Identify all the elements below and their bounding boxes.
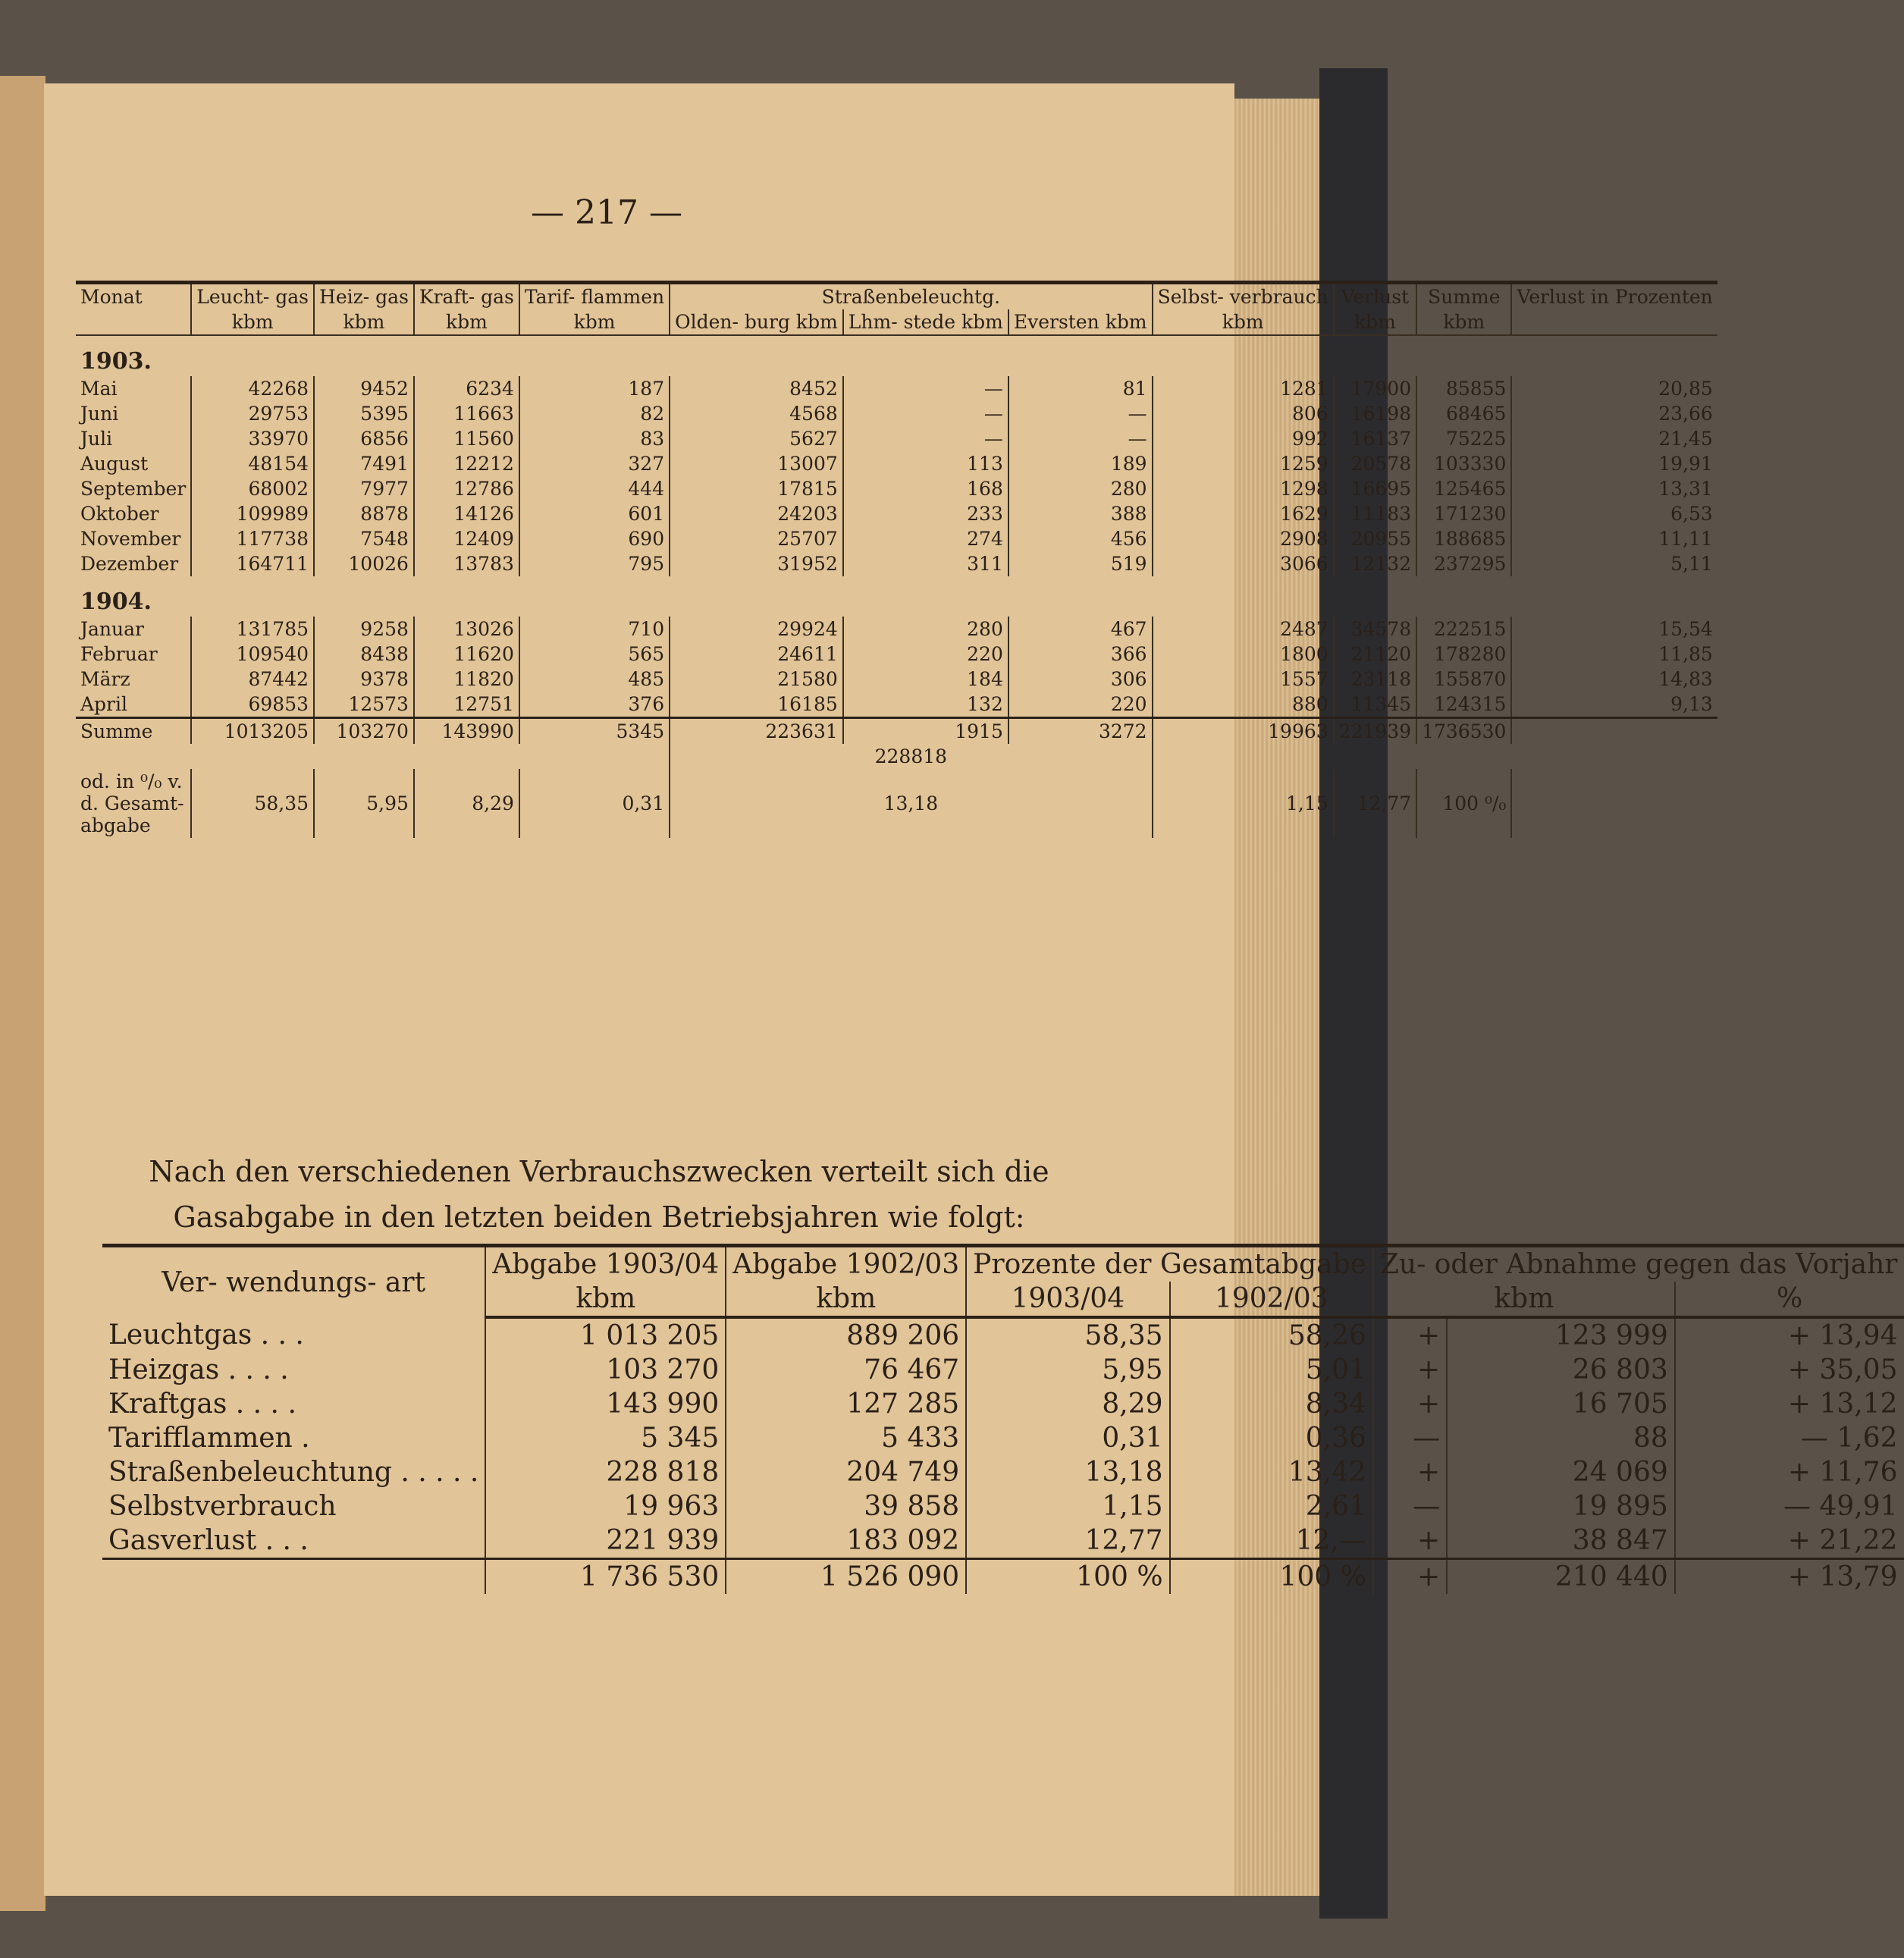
table-cell: 237295 xyxy=(1416,551,1511,576)
table-cell: 15,54 xyxy=(1658,618,1713,640)
table-cell: 23118 xyxy=(1334,667,1416,692)
table-cell: 14,83 xyxy=(1658,668,1713,690)
table-row xyxy=(102,1353,1904,1387)
table-cell: — xyxy=(1373,1489,1447,1523)
table-cell: 221 939 xyxy=(485,1523,726,1559)
table-cell: 33970 xyxy=(191,426,314,451)
table-cell: + xyxy=(1373,1317,1447,1353)
table-row xyxy=(102,1387,1904,1421)
table-row xyxy=(76,401,1717,426)
table-cell: 168 xyxy=(843,476,1008,501)
table-cell: 11620 xyxy=(414,642,519,667)
table-cell: 20,85 xyxy=(1658,378,1713,400)
table-cell: 710 xyxy=(519,617,670,642)
unit-label: kbm xyxy=(1416,309,1511,335)
table-cell: 16198 xyxy=(1334,401,1416,426)
table-cell: 12409 xyxy=(414,526,519,551)
table-cell: 9378 xyxy=(314,667,414,692)
table-cell: — 1,62 xyxy=(1800,1423,1898,1454)
table-cell: 69853 xyxy=(191,692,314,718)
unit-label: kbm xyxy=(414,309,519,335)
unit-label xyxy=(1511,309,1717,335)
table-cell: 109989 xyxy=(191,501,314,526)
table-cell: 171230 xyxy=(1416,501,1511,526)
table-cell: 1,15 xyxy=(966,1489,1169,1523)
table-cell: 13007 xyxy=(670,451,843,476)
table-cell: 889 206 xyxy=(726,1317,966,1353)
table-cell: Mai xyxy=(76,376,191,401)
table-cell: 210 440 xyxy=(1447,1559,1675,1595)
table-cell: Oktober xyxy=(76,501,191,526)
unit-label: kbm xyxy=(519,309,670,335)
table-cell: Januar xyxy=(76,617,191,642)
table-cell: 5 345 xyxy=(485,1421,726,1455)
table-cell: 13,18 xyxy=(966,1455,1169,1489)
street-total: 228818 xyxy=(670,744,1152,769)
table-row xyxy=(76,718,1717,745)
table-cell: 12786 xyxy=(414,476,519,501)
column-header: Abgabe 1903/04 xyxy=(485,1246,726,1282)
table-cell: + xyxy=(1373,1455,1447,1489)
street-total-row xyxy=(76,744,1717,769)
table-cell: 16185 xyxy=(670,692,843,718)
table-cell: 87442 xyxy=(191,667,314,692)
unit-label: kbm xyxy=(1153,309,1334,335)
table-cell: 2908 xyxy=(1153,526,1334,551)
table-cell: 4568 xyxy=(670,401,843,426)
table-cell: 5,95 xyxy=(966,1353,1169,1387)
table-cell: 82 xyxy=(519,401,670,426)
table-cell: 388 xyxy=(1008,501,1153,526)
table-cell: 376 xyxy=(519,692,670,718)
table-cell: 519 xyxy=(1008,551,1153,576)
table-cell: 23,66 xyxy=(1658,403,1713,425)
table-cell: + 13,79 xyxy=(1675,1559,1904,1595)
table-cell: 184 xyxy=(843,667,1008,692)
table-cell: 19,91 xyxy=(1658,453,1713,475)
table-cell: 10026 xyxy=(314,551,414,576)
table-cell: 143 990 xyxy=(485,1387,726,1421)
table-cell: 19 895 xyxy=(1447,1489,1675,1523)
table-cell: November xyxy=(76,526,191,551)
column-header: Monat xyxy=(76,283,191,310)
year-label: 1904. xyxy=(80,588,152,615)
table-cell: 19 963 xyxy=(485,1489,726,1523)
table-cell xyxy=(1153,744,1717,769)
table-cell: Selbstverbrauch xyxy=(102,1489,485,1523)
table-cell: 109540 xyxy=(191,642,314,667)
table-cell: 24611 xyxy=(670,642,843,667)
table-cell: 8,29 xyxy=(414,769,519,838)
column-header: Verlust in Prozenten xyxy=(1511,283,1717,310)
table-cell: 880 xyxy=(1153,692,1334,718)
monthly-gas-table xyxy=(76,281,1717,838)
table-cell: 48154 xyxy=(191,451,314,476)
table-cell: 1 526 090 xyxy=(726,1559,966,1595)
table-row xyxy=(76,501,1717,526)
table-cell: 6234 xyxy=(414,376,519,401)
table-cell: 8878 xyxy=(314,501,414,526)
table-cell: 1 736 530 xyxy=(485,1559,726,1595)
table-cell: 6856 xyxy=(314,426,414,451)
table-cell: 68465 xyxy=(1416,401,1511,426)
table-cell: 467 xyxy=(1008,617,1153,642)
table-cell: 1629 xyxy=(1153,501,1334,526)
table-cell: 21,45 xyxy=(1658,428,1713,450)
table-cell: 14126 xyxy=(414,501,519,526)
table-cell: 1557 xyxy=(1153,667,1334,692)
left-page-edge xyxy=(0,76,45,1911)
table-cell: + 35,05 xyxy=(1787,1354,1898,1385)
table-cell: + xyxy=(1373,1387,1447,1421)
table-cell: 155870 xyxy=(1416,667,1511,692)
table-cell: 125465 xyxy=(1416,476,1511,501)
table-cell: + 21,22 xyxy=(1787,1525,1898,1556)
unit-label: kbm xyxy=(314,309,414,335)
table-cell: Leuchtgas . . . xyxy=(102,1317,485,1353)
table-cell: 1 013 205 xyxy=(485,1317,726,1353)
column-header: Tarif- flammen xyxy=(519,283,670,310)
column-header: Ver- wendungs- art xyxy=(102,1246,485,1318)
table-cell: — xyxy=(1008,401,1153,426)
unit-label: kbm xyxy=(191,309,314,335)
table-cell: 220 xyxy=(1008,692,1153,718)
column-header: Lhm- stede kbm xyxy=(843,309,1008,335)
table-cell xyxy=(76,744,670,769)
table-cell: 274 xyxy=(843,526,1008,551)
column-header: Olden- burg kbm xyxy=(670,309,843,335)
table-cell: 83 xyxy=(519,426,670,451)
table-cell: 223631 xyxy=(670,718,843,745)
table-cell: März xyxy=(76,667,191,692)
table-cell: Tarifflammen . xyxy=(102,1421,485,1455)
table-cell: 220 xyxy=(843,642,1008,667)
total-row xyxy=(102,1559,1904,1595)
table-cell: 306 xyxy=(1008,667,1153,692)
table-row xyxy=(102,1523,1904,1559)
table-cell xyxy=(1511,718,1717,745)
percent-row xyxy=(76,769,1717,838)
table-cell: 2,61 xyxy=(1170,1489,1373,1523)
table-cell: 42268 xyxy=(191,376,314,401)
table-cell: 222515 xyxy=(1416,617,1511,642)
table-cell: 12751 xyxy=(414,692,519,718)
table-cell: 178280 xyxy=(1416,642,1511,667)
table-cell: 1800 xyxy=(1153,642,1334,667)
table-cell: 12212 xyxy=(414,451,519,476)
table-cell: 31952 xyxy=(670,551,843,576)
table-cell: 127 285 xyxy=(726,1387,966,1421)
table-cell: 17900 xyxy=(1334,376,1416,401)
table-cell: 12132 xyxy=(1334,551,1416,576)
table-cell: + xyxy=(1373,1559,1447,1595)
page-number: — 217 — xyxy=(531,193,682,232)
table-cell: 131785 xyxy=(191,617,314,642)
table-cell: 456 xyxy=(1008,526,1153,551)
table-cell: 17815 xyxy=(670,476,843,501)
table-cell: 7548 xyxy=(314,526,414,551)
table-cell: — xyxy=(1373,1421,1447,1455)
table-cell: 11,85 xyxy=(1658,643,1713,665)
column-header: Abgabe 1902/03 xyxy=(726,1246,966,1282)
table-cell: 280 xyxy=(843,617,1008,642)
table-row xyxy=(102,1455,1904,1489)
column-header: Summe xyxy=(1416,283,1511,310)
table-cell: 20578 xyxy=(1334,451,1416,476)
table-cell: 88 xyxy=(1447,1421,1675,1455)
table-cell: 58,35 xyxy=(966,1317,1169,1353)
table-cell: 21580 xyxy=(670,667,843,692)
table-cell: 444 xyxy=(519,476,670,501)
table-cell: 565 xyxy=(519,642,670,667)
table-cell: 25707 xyxy=(670,526,843,551)
table-cell: 58,35 xyxy=(191,769,314,838)
table-cell: 1013205 xyxy=(191,718,314,745)
table-cell: 12,77 xyxy=(1334,769,1416,838)
table-cell: 34578 xyxy=(1334,617,1416,642)
table-cell: 58,26 xyxy=(1170,1317,1373,1353)
table-cell: 992 xyxy=(1153,426,1334,451)
table-cell: 5 433 xyxy=(726,1421,966,1455)
table-cell: 11820 xyxy=(414,667,519,692)
table-cell: 21120 xyxy=(1334,642,1416,667)
table-cell: 311 xyxy=(843,551,1008,576)
table-cell: 9258 xyxy=(314,617,414,642)
table-cell: 188685 xyxy=(1416,526,1511,551)
table-cell: + 11,76 xyxy=(1787,1457,1898,1488)
table-cell: 9452 xyxy=(314,376,414,401)
unit-label: kbm xyxy=(1334,309,1416,335)
table-cell: + 13,12 xyxy=(1787,1388,1898,1420)
table-cell: 5,11 xyxy=(1670,553,1713,575)
table-cell: 11,11 xyxy=(1658,528,1713,550)
table-row xyxy=(76,692,1717,718)
table-row xyxy=(76,642,1717,667)
column-header: Prozente der Gesamtabgabe xyxy=(966,1246,1373,1282)
table-cell: 39 858 xyxy=(726,1489,966,1523)
table-cell: 806 xyxy=(1153,401,1334,426)
table-cell: 8438 xyxy=(314,642,414,667)
table-cell: Straßenbeleuchtung . . . . . xyxy=(102,1455,485,1489)
table-cell: 103 270 xyxy=(485,1353,726,1387)
table-cell: 7491 xyxy=(314,451,414,476)
table-cell: 19963 xyxy=(1153,718,1334,745)
table-cell: 3066 xyxy=(1153,551,1334,576)
table-cell: + 13,94 xyxy=(1787,1320,1898,1351)
table-cell xyxy=(102,1559,485,1595)
table-cell: 85855 xyxy=(1416,376,1511,401)
table-cell: 113 xyxy=(843,451,1008,476)
year-row xyxy=(76,335,1717,376)
table-cell: 123 999 xyxy=(1447,1317,1675,1353)
table-cell: 6,53 xyxy=(1670,503,1713,525)
table-cell: 12,— xyxy=(1170,1523,1373,1559)
table-cell: August xyxy=(76,451,191,476)
table-cell: 0,36 xyxy=(1170,1421,1373,1455)
table-cell: 327 xyxy=(519,451,670,476)
column-header: Zu- oder Abnahme gegen das Vorjahr xyxy=(1373,1246,1904,1282)
table-cell: 20955 xyxy=(1334,526,1416,551)
table-cell: 12,77 xyxy=(966,1523,1169,1559)
table-row xyxy=(102,1317,1904,1353)
paragraph: Nach den verschiedenen Verbrauchszwecken verteilt sich die Gasabgabe in den letzten beiden Betriebsjahren wie folgt: xyxy=(149,1155,1049,1234)
table-cell: 13783 xyxy=(414,551,519,576)
unit-label: kbm xyxy=(726,1282,966,1317)
table-cell: 81 xyxy=(1008,376,1153,401)
table-cell: 9,13 xyxy=(1670,693,1713,715)
unit-label xyxy=(76,309,191,335)
table-cell: 366 xyxy=(1008,642,1153,667)
table-cell: 5,95 xyxy=(314,769,414,838)
table-cell: Summe xyxy=(76,718,191,745)
table-cell: 8452 xyxy=(670,376,843,401)
table-cell: 100 ⁰/₀ xyxy=(1416,769,1511,838)
table-cell: 100 % xyxy=(966,1559,1169,1595)
table-cell: — xyxy=(843,426,1008,451)
table-cell: 221939 xyxy=(1334,718,1416,745)
column-header: Eversten kbm xyxy=(1008,309,1153,335)
table-cell: 1915 xyxy=(843,718,1008,745)
table-cell: 0,31 xyxy=(519,769,670,838)
group-header: Straßenbeleuchtg. xyxy=(670,283,1152,310)
table-row xyxy=(102,1489,1904,1523)
table-row xyxy=(76,617,1717,642)
table-cell: 11560 xyxy=(414,426,519,451)
table-cell: 117738 xyxy=(191,526,314,551)
table-cell: 103330 xyxy=(1416,451,1511,476)
table-cell: 1736530 xyxy=(1416,718,1511,745)
year-row xyxy=(76,576,1717,617)
table-cell: 13,42 xyxy=(1170,1455,1373,1489)
column-header: Leucht- gas xyxy=(191,283,314,310)
table-cell: — 49,91 xyxy=(1783,1491,1898,1522)
table-cell: 1281 xyxy=(1153,376,1334,401)
table-cell: 12573 xyxy=(314,692,414,718)
table-cell: 26 803 xyxy=(1447,1353,1675,1387)
table-row xyxy=(76,476,1717,501)
table-cell: Heizgas . . . . xyxy=(102,1353,485,1387)
column-header: Kraft- gas xyxy=(414,283,519,310)
table-cell: 13,18 xyxy=(670,769,1152,838)
table-cell: 3272 xyxy=(1008,718,1153,745)
unit-label: kbm xyxy=(485,1282,726,1317)
table-cell: 76 467 xyxy=(726,1353,966,1387)
table-cell: Februar xyxy=(76,642,191,667)
table-cell: 13,31 xyxy=(1658,478,1713,500)
table-cell: Gasverlust . . . xyxy=(102,1523,485,1559)
table-row xyxy=(76,551,1717,576)
table-cell: Dezember xyxy=(76,551,191,576)
table-cell: 38 847 xyxy=(1447,1523,1675,1559)
table-cell: 11345 xyxy=(1334,692,1416,718)
table-cell: 233 xyxy=(843,501,1008,526)
table-cell: 187 xyxy=(519,376,670,401)
table-cell: Juli xyxy=(76,426,191,451)
table-cell: 280 xyxy=(1008,476,1153,501)
table-cell: 24 069 xyxy=(1447,1455,1675,1489)
table-cell: 228 818 xyxy=(485,1455,726,1489)
table-cell: 1298 xyxy=(1153,476,1334,501)
table-cell: 5345 xyxy=(519,718,670,745)
column-header: Selbst- verbrauch xyxy=(1153,283,1334,310)
table-cell: Kraftgas . . . . xyxy=(102,1387,485,1421)
unit-label: % xyxy=(1675,1282,1904,1317)
table-cell: 103270 xyxy=(314,718,414,745)
table-cell: 204 749 xyxy=(726,1455,966,1489)
table-cell: 690 xyxy=(519,526,670,551)
column-header: Verlust xyxy=(1334,283,1416,310)
table-cell: 16137 xyxy=(1334,426,1416,451)
table-cell xyxy=(1511,769,1717,838)
table-cell: — xyxy=(843,401,1008,426)
table-cell: 132 xyxy=(843,692,1008,718)
table-cell: 1,15 xyxy=(1153,769,1334,838)
table-cell: 8,34 xyxy=(1170,1387,1373,1421)
table-row xyxy=(76,376,1717,401)
table-row xyxy=(76,451,1717,476)
table-cell: 183 092 xyxy=(726,1523,966,1559)
table-row xyxy=(76,426,1717,451)
table-cell: April xyxy=(76,692,191,718)
table-cell: 11183 xyxy=(1334,501,1416,526)
table-cell: 601 xyxy=(519,501,670,526)
table-cell: 795 xyxy=(519,551,670,576)
table-cell: 2487 xyxy=(1153,617,1334,642)
year-label: 1903. xyxy=(80,348,152,375)
table-cell: 485 xyxy=(519,667,670,692)
table-cell: 5395 xyxy=(314,401,414,426)
table-cell: 16 705 xyxy=(1447,1387,1675,1421)
unit-label: 1903/04 xyxy=(966,1282,1169,1317)
table-cell: Juni xyxy=(76,401,191,426)
table-cell: 100 % xyxy=(1170,1559,1373,1595)
table-cell: 75225 xyxy=(1416,426,1511,451)
table-cell: 143990 xyxy=(414,718,519,745)
table-cell: 13026 xyxy=(414,617,519,642)
table-cell: 11663 xyxy=(414,401,519,426)
table-cell: 189 xyxy=(1008,451,1153,476)
table-cell: 68002 xyxy=(191,476,314,501)
unit-label: kbm xyxy=(1373,1282,1675,1317)
table-cell: — xyxy=(843,376,1008,401)
table-cell: — xyxy=(1008,426,1153,451)
table-row xyxy=(102,1421,1904,1455)
table-cell: + xyxy=(1373,1353,1447,1387)
table-cell: 7977 xyxy=(314,476,414,501)
unit-label: 1902/03 xyxy=(1170,1282,1373,1317)
table-cell: 24203 xyxy=(670,501,843,526)
table-cell: 5627 xyxy=(670,426,843,451)
table-cell: 29924 xyxy=(670,617,843,642)
usage-comparison-table xyxy=(102,1244,1904,1594)
table-cell: 8,29 xyxy=(966,1387,1169,1421)
table-cell: 164711 xyxy=(191,551,314,576)
column-header: Heiz- gas xyxy=(314,283,414,310)
table-cell: 1259 xyxy=(1153,451,1334,476)
table-cell: 16695 xyxy=(1334,476,1416,501)
table-cell: 0,31 xyxy=(966,1421,1169,1455)
table-cell: 124315 xyxy=(1416,692,1511,718)
table-cell: + xyxy=(1373,1523,1447,1559)
percent-label: od. in ⁰/₀ v. d. Gesamt- abgabe xyxy=(76,769,191,838)
table-cell: September xyxy=(76,476,191,501)
table-row xyxy=(76,526,1717,551)
table-row xyxy=(76,667,1717,692)
table-cell: 29753 xyxy=(191,401,314,426)
table-cell: 5,01 xyxy=(1170,1353,1373,1387)
